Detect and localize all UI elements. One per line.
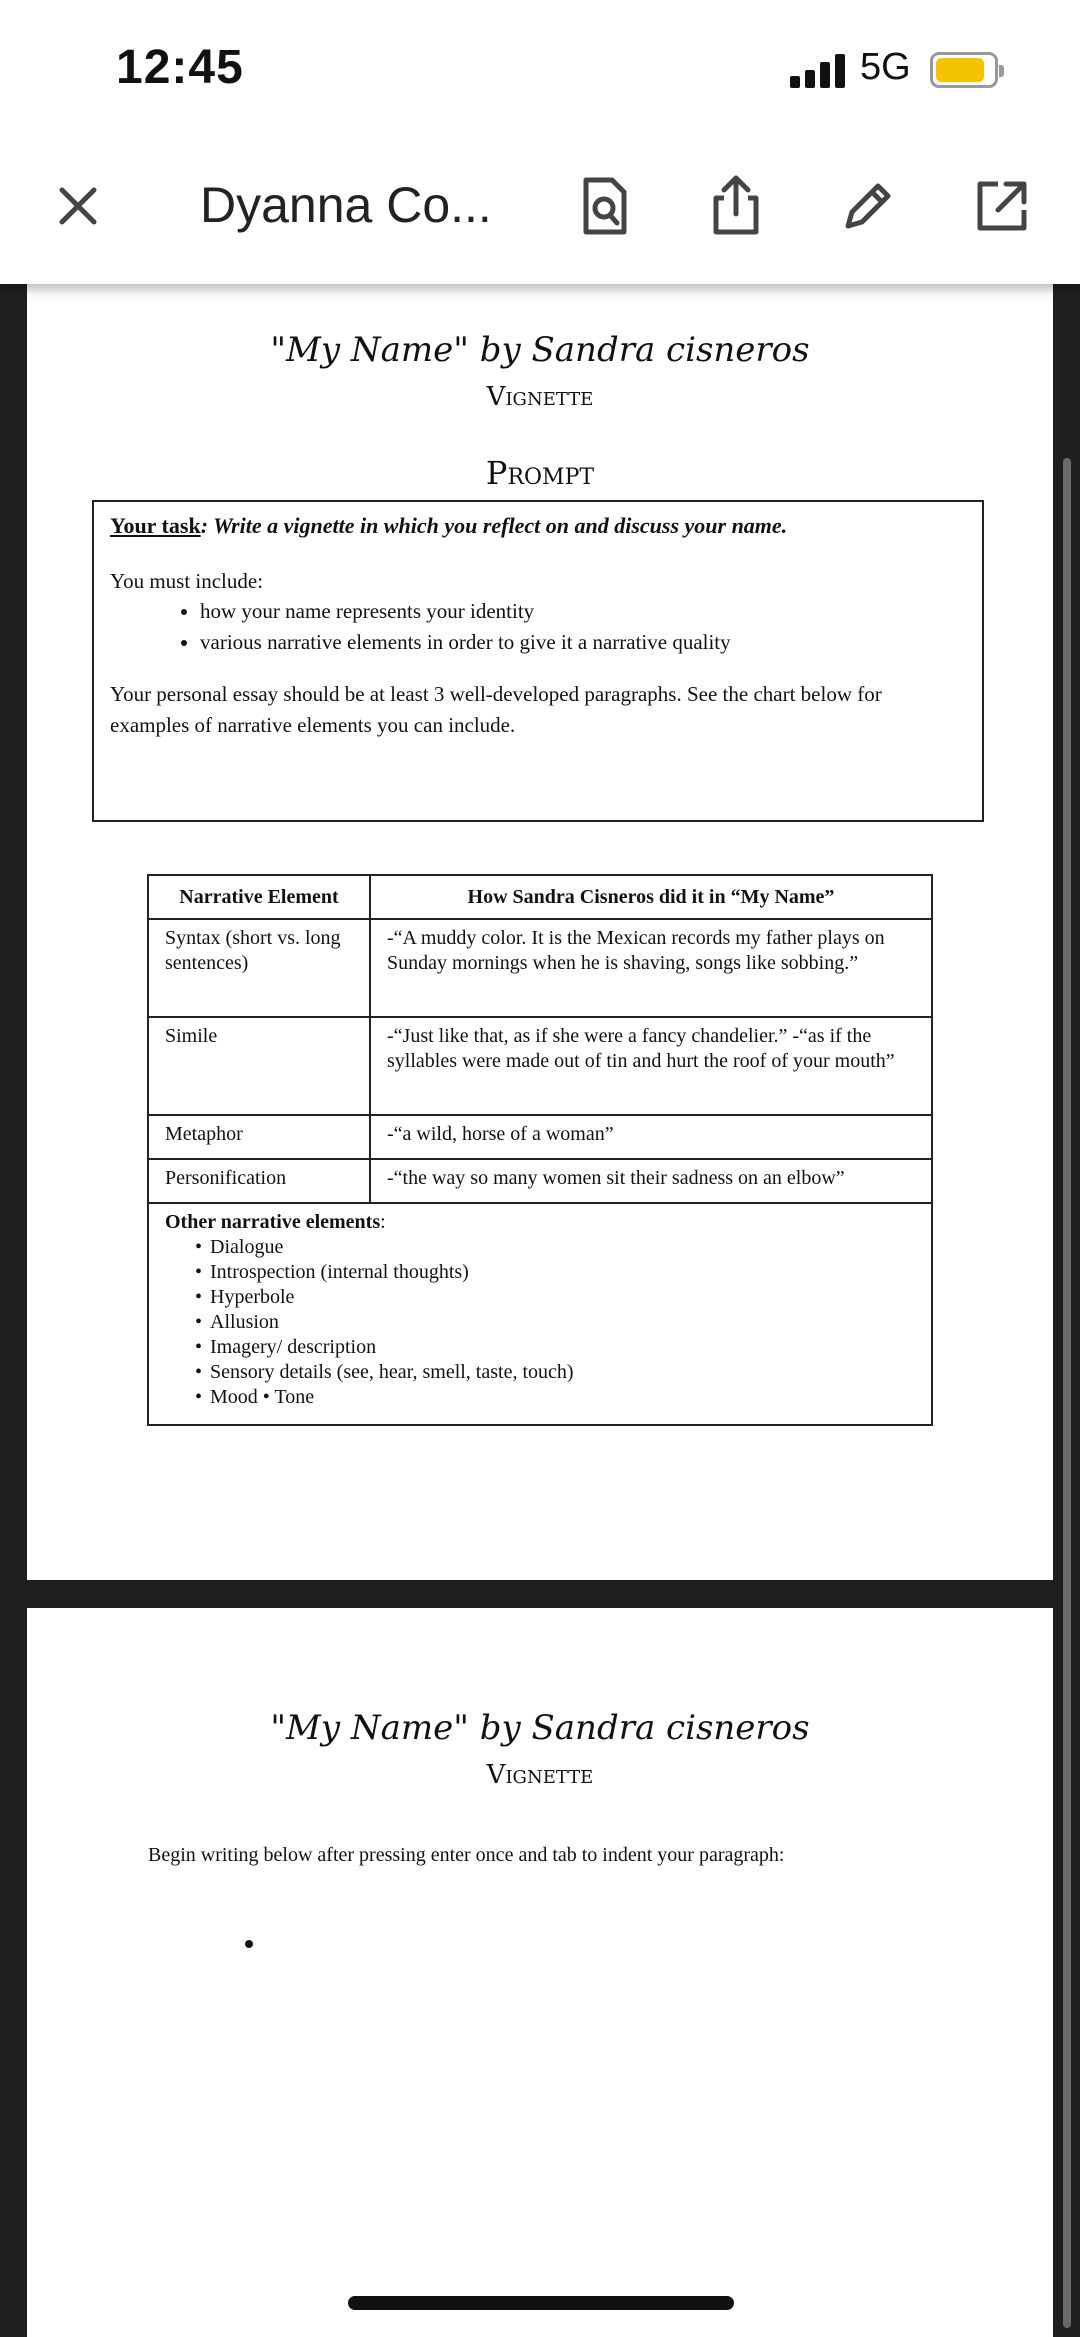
writing-instruction: Begin writing below after pressing enter once and tab to indent your paragraph: <box>148 1844 785 1866</box>
task-label: Your task <box>110 513 201 538</box>
battery-level <box>936 58 984 82</box>
other-elements-list <box>195 1235 915 1410</box>
narrative-elements-table <box>147 874 933 1426</box>
page1-heading: "My Name" by Sandra cisneros <box>270 330 810 370</box>
example-cell: -“the way so many women sit their sadness on an elbow” <box>370 1159 932 1203</box>
example-cell: -“Just like that, as if she were a fancy chandelier.” -“as if the syllables were made out of tin and hurt the roof of your mouth” <box>370 1017 932 1115</box>
requirement-list <box>200 596 966 657</box>
list-item: • Allusion <box>195 1310 915 1335</box>
home-indicator[interactable] <box>348 2296 734 2310</box>
document-page-2 <box>27 1608 1053 2337</box>
page2-heading: "My Name" by Sandra cisneros <box>270 1708 810 1748</box>
table-row <box>148 919 932 1017</box>
example-cell: -“a wild, horse of a woman” <box>370 1115 932 1159</box>
open-external-icon <box>974 178 1030 234</box>
column-header: Narrative Element <box>148 875 370 919</box>
table-row <box>148 1017 932 1115</box>
list-item: • Hyperbole <box>195 1285 915 1310</box>
search-doc-icon <box>576 176 632 236</box>
empty-bullet <box>245 1940 253 1948</box>
top-bar <box>0 0 1080 284</box>
table-row <box>148 1115 932 1159</box>
task-statement <box>110 508 966 544</box>
page1-subheading: Vignette <box>486 382 594 412</box>
table-row <box>148 1203 932 1425</box>
network-label: 5G <box>860 46 911 88</box>
list-item: • Sensory details (see, hear, smell, taste, touch) <box>195 1360 915 1385</box>
list-item: • Imagery/ description <box>195 1335 915 1360</box>
close-button[interactable] <box>42 170 114 242</box>
status-time: 12:45 <box>116 41 244 94</box>
example-cell: -“A muddy color. It is the Mexican records my father plays on Sunday mornings when he is shaving, songs like sobbing.” <box>370 919 932 1017</box>
table-row <box>148 1159 932 1203</box>
prompt-heading: Prompt <box>485 454 595 492</box>
close-icon <box>56 184 100 228</box>
element-cell: Syntax (short vs. long sentences) <box>148 919 370 1017</box>
element-cell: Personification <box>148 1159 370 1203</box>
document-page-1 <box>27 284 1053 1580</box>
list-item: • Dialogue <box>195 1235 915 1260</box>
find-in-document-button[interactable] <box>568 170 640 242</box>
edit-button[interactable] <box>832 170 904 242</box>
prompt-box <box>92 500 984 822</box>
element-cell: Simile <box>148 1017 370 1115</box>
table-header-row <box>148 875 932 919</box>
list-item: • various narrative elements in order to give it a narrative quality <box>200 627 966 657</box>
share-button[interactable] <box>700 170 772 242</box>
open-in-app-button[interactable] <box>966 170 1038 242</box>
edit-pencil-icon <box>840 178 896 234</box>
list-item: • Mood • Tone <box>195 1385 915 1410</box>
column-header: How Sandra Cisneros did it in “My Name” <box>370 875 932 919</box>
scrollbar[interactable] <box>1063 458 1071 2328</box>
other-elements-label: Other narrative elements <box>165 1211 381 1233</box>
document-title[interactable]: Dyanna Co... <box>200 177 492 233</box>
battery-icon <box>930 52 998 88</box>
task-text: : Write a vignette in which you reflect on and discuss your name. <box>200 513 788 538</box>
must-include-label: You must include: <box>110 569 264 593</box>
essay-note: Your personal essay should be at least 3 well-developed paragraphs. See the chart below for examples of narrative elements you can include. <box>110 682 882 737</box>
list-item: • how your name represents your identity <box>200 596 966 626</box>
list-item: • Introspection (internal thoughts) <box>195 1260 915 1285</box>
signal-icon <box>790 52 846 88</box>
other-elements-cell: Other narrative elements: • Dialogue • Introspection (internal thoughts) • Hyperbole • Allusion • Imagery/ description • Sensory details (see, hear, smell, taste, touch) • Mood • Tone <box>148 1203 932 1425</box>
element-cell: Metaphor <box>148 1115 370 1159</box>
page2-subheading: Vignette <box>486 1760 594 1790</box>
share-icon <box>710 174 762 238</box>
